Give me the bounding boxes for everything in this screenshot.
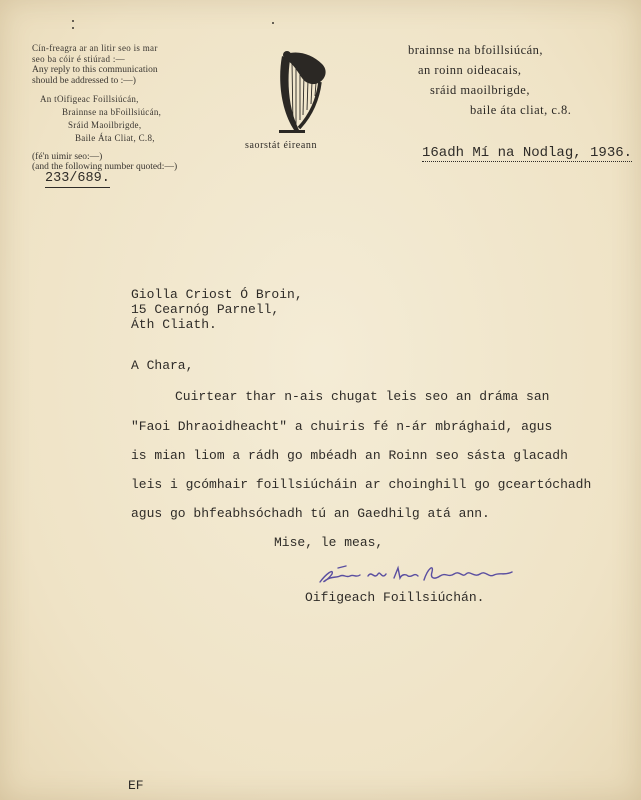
body-line-3: is mian liom a rádh go mbéadh an Roinn seo sásta glacadh [131,448,568,463]
paper-mark [72,27,74,29]
signatory-title: Oifigeach Foillsiúchán. [305,590,485,605]
reply-instruction-english-2: should be addressed to :—) [32,76,136,86]
closing: Mise, le meas, [274,535,384,550]
number-instruction-irish: (fé'n uimir seo:—) [32,152,103,162]
recipient-name: Giolla Criost Ó Broin, [131,287,303,302]
body-line-4: leis i gcómhair foillsiúcháin ar choinghill go gceartóchadh [131,477,592,492]
harp-icon [272,48,334,134]
reference-number: 233/689. [45,171,110,186]
recipient-street: 15 Cearnóg Parnell, [131,302,280,317]
letter-date: 16adh Mí na Nodlag, 1936. [422,145,633,161]
salutation: A Chara, [131,358,194,373]
reply-address-line-1: An tOifigeac Foillsiúcán, [40,94,139,104]
recipient-city: Áth Cliath. [131,317,217,332]
reply-instruction-irish-2: seo ba cóir é stiúrad :— [32,54,125,64]
department-line-1: brainnse na bfoillsiúcán, [408,43,544,57]
typist-initials: EF [128,778,144,793]
body-line-2: "Faoi Dhraoidheacht" a chuiris fé n-ár mbrághaid, agus [131,419,553,434]
reply-address-line-4: Baile Áta Cliat, C.8, [75,133,155,143]
handwritten-signature [316,560,526,590]
seal-caption: saorstát éireann [245,140,318,151]
reply-instruction-irish-1: Cín-freagra ar an litir seo is mar [32,43,158,53]
department-line-2: an roinn oideacais, [418,63,522,77]
reply-instruction-english-1: Any reply to this communication [32,65,158,75]
body-line-5: agus go bhfeabhsóchadh tú an Gaedhilg atá ann. [131,506,490,521]
number-instruction-english: (and the following number quoted:—) [32,162,178,172]
paper-mark [72,20,74,22]
body-line-1: Cuirtear thar n-ais chugat leis seo an dráma san [175,389,550,404]
paper-mark [272,22,274,24]
department-line-4: baile áta cliat, c.8. [470,103,572,117]
reply-address-line-3: Sráid Maoilbrigde, [68,120,142,130]
department-line-3: sráid maoilbrigde, [430,83,530,97]
reply-address-line-2: Brainnse na bFoillsiúcán, [62,107,162,117]
